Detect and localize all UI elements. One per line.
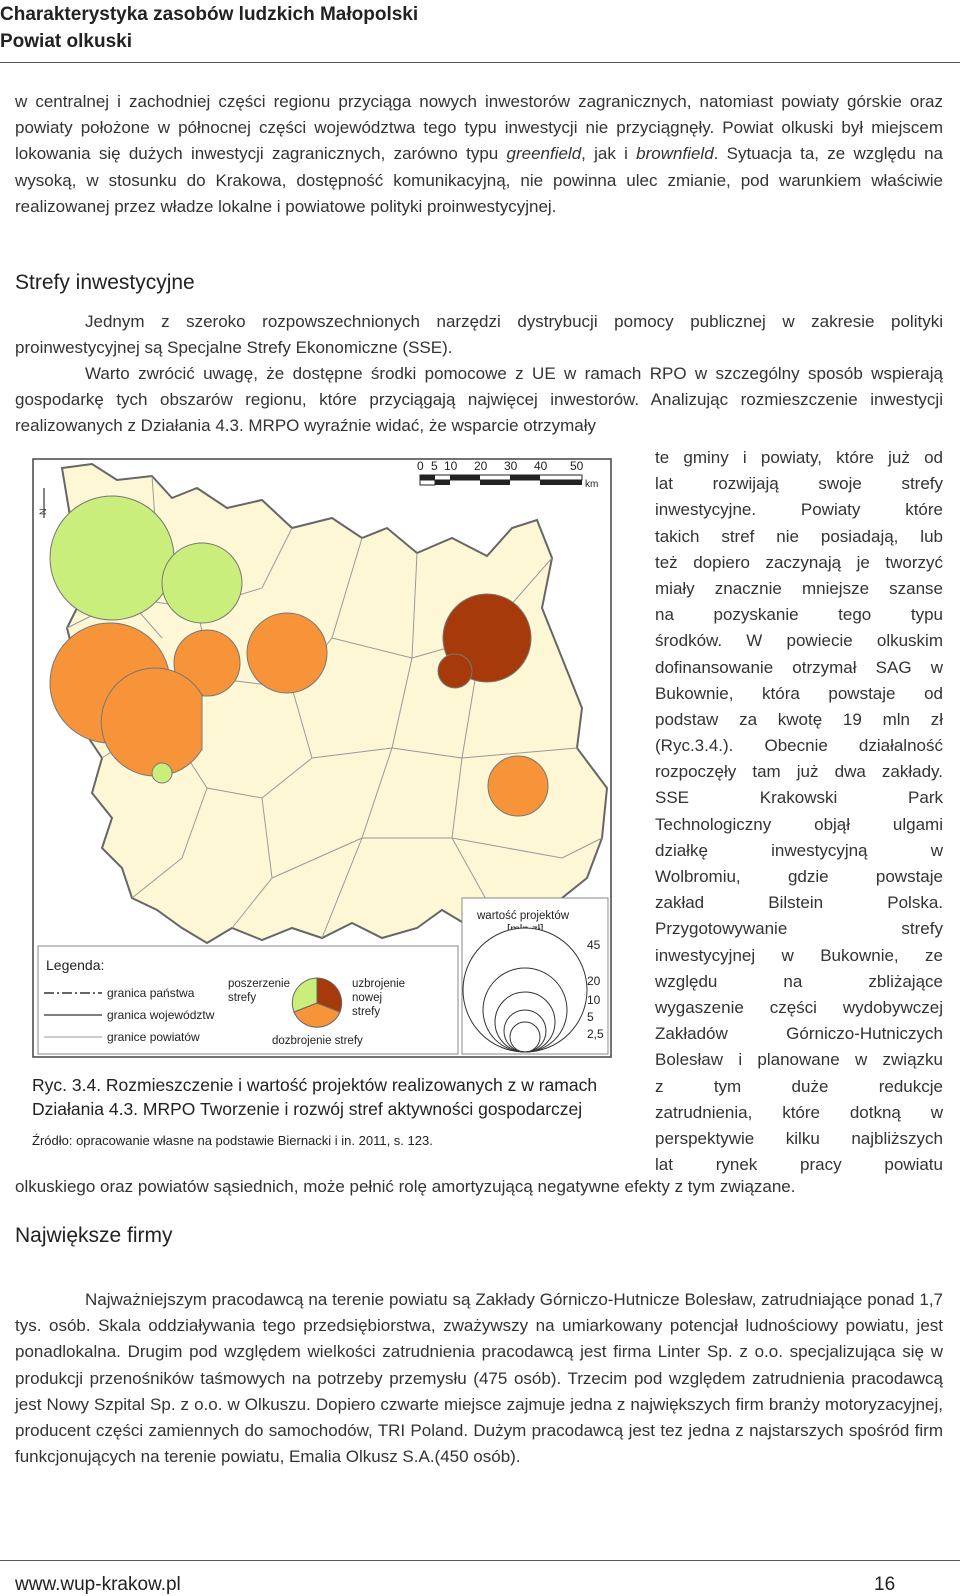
wrapped-text-line: Wolbromiu, gdzie powstaje [655,867,943,886]
wrapped-text-line: Przygotowywanie strefy [655,919,943,939]
legend-pie [292,978,341,1027]
svg-text:45: 45 [587,938,601,952]
wrapped-text-line: inwestycyjne. Powiaty które [655,500,943,520]
section2-paragraph: Najważniejszym pracodawcą na terenie powiatu są Zakłady Górniczo-Hutnicze Bolesław, zatrudniające ponad 1,7 tys. osób. Skala oddziaływania tego przedsiębiorstwa, zważywszy na umiarkowany potencjał ludnościowy powiatu, jest ponadlokalna. Drugim pod względem wielkości zatrudnienia pracodawcą jest firma Linter Sp. z o.o. specjalizująca się w produkcji przenośników taśmowych na potrzeby przemysłu (475 osób). Trzecim pod względem zatrudnienia pracodawcą jest Nowy Szpital Sp. z o.o. w Olkuszu. Dopiero czwarte miejsce zajmuje jedna z największych firm branży motoryzacyjnej, producent części zamiennych do samochodów, TRI Poland. Dużym pracodawcą jest tez jedna z najstarszych spośród firm funkcjonujących na terenie powiatu, Emalia Olkusz S.A.(450 osób). [15,1290,943,1467]
bubble-orange-medium [247,613,327,693]
svg-text:20: 20 [587,974,601,988]
wrapped-text-line: Bukownie, która powstaje od [655,683,943,703]
svg-text:10: 10 [587,993,601,1007]
page-header [0,0,960,63]
svg-text:poszerzenie: poszerzenie [228,978,291,990]
section-title-strefy: Strefy inwestycyjne [15,271,195,294]
scale-unit: km [585,479,599,490]
wrapped-text-line: SSE Krakowski Park [655,788,943,808]
section1-paragraph-2: Warto zwrócić uwagę, że dostępne środki pomocowe z UE w ramach RPO w szczególny sposób wspierają gospodarkę tych obszarów regionu, które przyciągają najwięcej inwestorów. Analizując rozmieszczenie inwestycji realizowanych z Działania 4.3. MRPO wyraźnie widać, że wsparcie otrzymały [15,364,943,436]
section1-paragraph-1: Jednym z szeroko rozpowszechnionych narzędzi dystrybucji pomocy publicznej w zakresie polityki proinwestycyjnej są Specjalne Strefy Ekonomiczne (SSE). [15,312,943,358]
wrapped-text-line: względu na zbliżające [655,971,943,991]
scale-tick-10: 10 [444,459,458,473]
bubble-orange-east [488,756,548,816]
investment-map [32,458,612,1058]
scale-tick-5: 5 [431,459,438,473]
section1-paragraph-end: olkuskiego oraz powiatów sąsiednich, może pełnić rolę amortyzującą negatywne efekty z tym związane. [15,1177,796,1196]
wrapped-text-line: działkę inwestycyjną w [655,840,943,860]
wrapped-text-line: lat rynek pracy powiatu [655,1155,943,1175]
wrapped-text-line: Zakładów Górniczo-Hutniczych [655,1024,943,1044]
header-title: Charakterystyka zasobów ludzkich Małopolski [0,4,419,25]
north-label: N [38,508,48,515]
wrapped-text-line: na pozyskanie tego typu [655,605,943,625]
header-subtitle: Powiat olkuski [0,31,132,52]
svg-text:nowej: nowej [352,992,383,1004]
svg-text:strefy: strefy [352,1006,381,1018]
bubble-green-tiny [152,763,172,783]
wrapped-text-line: perspektywie kilku najbliższych [655,1128,943,1148]
svg-text:dozbrojenie strefy: dozbrojenie strefy [272,1035,363,1047]
svg-text:uzbrojenie: uzbrojenie [352,978,406,990]
intro-paragraph: w centralnej i zachodniej części regionu przyciąga nowych inwestorów zagranicznych, natomiast powiaty górskie oraz powiaty położone w północnej części województwa tego typu inwestycji nie przyciągnęły. Powiat olkuski był miejscem lokowania się dużych inwestycji zagranicznych, zarówno typu greenfield, jak i brownfield. Sytuacja ta, ze względu na wysoką, w stosunku do Krakowa, dostępność komunikacyjną, nie powinna ulec zmianie, pod warunkiem właściwie realizowanej przez władze lokalne i powiatowe polityki proinwestycyjnej. [15,92,944,216]
svg-text:granica państwa: granica państwa [107,986,195,1000]
wrapped-text-line: rozpoczęły tam już dwa zakłady. [655,762,943,782]
wrapped-text-line: (Ryc.3.4.). Obecnie działalność [655,736,943,756]
scale-tick-0: 0 [417,459,424,473]
page-number: 16 [874,1574,896,1595]
wrapped-text-column [655,445,943,1178]
value-legend-title: wartość projektów [477,910,570,922]
scale-tick-50: 50 [570,459,584,473]
svg-text:granica województw: granica województw [107,1008,215,1022]
page-footer-rule [0,1560,960,1561]
wrapped-text-line: miały znacznie mniejsze szanse [655,578,943,598]
scale-tick-20: 20 [474,459,488,473]
svg-text:granice powiatów: granice powiatów [107,1030,200,1044]
figure-source: Źródło: opracowanie własne na podstawie Biernacki i in. 2011, s. 123. [32,1133,433,1148]
section-title-firmy: Największe firmy [15,1224,173,1247]
svg-text:strefy: strefy [228,992,257,1004]
wrapped-text-line: środków. W powiecie olkuskim [655,631,943,651]
wrapped-text-line: lat rozwijają swoje strefy [655,474,943,494]
wrapped-text-line: z tym duże redukcje [655,1076,943,1096]
wrapped-text-line: dofinansowanie otrzymał SAG w [655,657,943,677]
scale-tick-40: 40 [534,459,548,473]
svg-text:5: 5 [587,1010,594,1024]
figure-map [32,458,612,1058]
wrapped-text-line: wygaszenie części wydobywczej [655,997,943,1017]
legend-title: Legenda: [46,957,105,973]
wrapped-text-line: te gminy i powiaty, które już od [655,448,943,467]
wrapped-text-line: podstaw za kwotę 19 mln zł [655,709,943,729]
value-legend-circles [463,928,587,1052]
wrapped-text-line: też dopiero zaczynają je tworzyć [655,552,943,572]
pie-slice-orange [101,668,202,776]
wrapped-text-line: inwestycyjnej w Bukownie, ze [655,945,943,965]
scale-tick-30: 30 [504,459,518,473]
footer-url: www.wup-krakow.pl [15,1574,181,1595]
bubble-green-large [50,496,174,620]
wrapped-text-line: Bolesław i planowane w związku [655,1050,943,1070]
bubble-brown-small [438,654,472,688]
wrapped-text-line: Technologiczny objął ulgami [655,814,943,834]
wrapped-text-line: zakład Bilstein Polska. [655,893,943,913]
svg-text:2,5: 2,5 [587,1027,604,1041]
figure-caption: Ryc. 3.4. Rozmieszczenie i wartość projektów realizowanych z w ramach Działania 4.3. MRPO Tworzenie i rozwój stref aktywności gospodarczej [32,1075,598,1119]
wrapped-text-line: zatrudnienia, które dotkną w [655,1102,943,1122]
wrapped-text-line: takich stref nie posiadają, lub [655,526,943,546]
bubble-green-medium [162,543,242,623]
